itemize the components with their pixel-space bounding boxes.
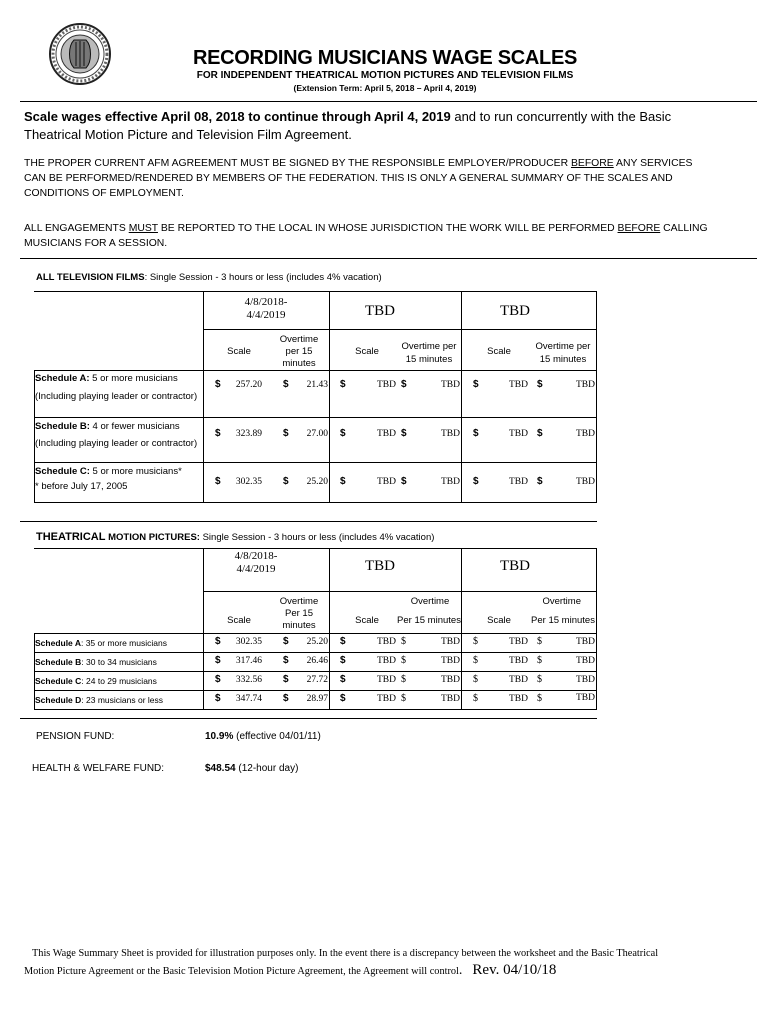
disclaimer-period: . xyxy=(458,963,463,978)
schedule-label xyxy=(35,421,180,432)
table-line xyxy=(34,462,597,463)
table-line xyxy=(203,591,597,592)
rate-value: TBD xyxy=(576,693,595,703)
rate-value: 302.35 xyxy=(235,477,262,487)
rate-value: 347.74 xyxy=(235,694,262,704)
table-line xyxy=(34,690,597,691)
notice-underlined: BEFORE xyxy=(617,223,661,234)
dollar-sign: $ xyxy=(473,476,479,487)
pension-value-bold: 10.9% xyxy=(205,731,234,742)
col-header-overtime: Overtime per 15 minutes xyxy=(279,334,319,369)
schedule-label xyxy=(35,373,178,384)
table-line xyxy=(203,329,597,330)
dollar-sign: $ xyxy=(537,636,542,647)
dollar-sign: $ xyxy=(215,379,221,390)
rate-value: TBD xyxy=(377,694,396,704)
page-subtitle: FOR INDEPENDENT THEATRICAL MOTION PICTURES AND TELEVISION FILMS xyxy=(196,70,574,81)
dollar-sign: $ xyxy=(340,379,346,390)
page-title: RECORDING MUSICIANS WAGE SCALES xyxy=(192,47,578,69)
rate-value: 302.35 xyxy=(235,637,262,647)
col-header-overtime: Per 15 minutes xyxy=(397,615,461,626)
col-header-scale: Scale xyxy=(355,615,379,626)
rate-value: 28.97 xyxy=(306,694,328,704)
dollar-sign: $ xyxy=(473,428,479,439)
rate-value: 323.89 xyxy=(235,429,262,439)
pension-value xyxy=(205,731,321,742)
health-welfare-label: HEALTH & WELFARE FUND: xyxy=(32,763,165,774)
rate-value: TBD xyxy=(441,477,460,487)
rate-value: 25.20 xyxy=(306,477,328,487)
col-header-overtime: Per 15 minutes xyxy=(531,615,595,626)
rate-value: TBD xyxy=(377,637,396,647)
dollar-sign: $ xyxy=(537,693,542,704)
schedule-label-rest: 4 or fewer musicians xyxy=(89,421,180,432)
rate-value: TBD xyxy=(576,637,595,647)
rate-value: 26.46 xyxy=(306,656,328,666)
revision-date: Rev. 04/10/18 xyxy=(472,962,557,978)
period-header: TBD xyxy=(500,558,530,574)
rate-value: TBD xyxy=(377,675,396,685)
rate-value: TBD xyxy=(576,477,595,487)
rate-value: TBD xyxy=(441,656,460,666)
rate-value: 27.72 xyxy=(306,675,328,685)
dollar-sign: $ xyxy=(215,655,221,666)
afm-seal-icon xyxy=(48,22,112,86)
period-header: TBD xyxy=(365,303,395,319)
dollar-sign: $ xyxy=(537,655,542,666)
notice-text: BE REPORTED TO THE LOCAL IN WHOSE JURISDICTION THE WORK WILL BE PERFORMED xyxy=(157,223,618,234)
dollar-sign: $ xyxy=(537,379,543,390)
health-welfare-value xyxy=(205,763,298,774)
rate-value: TBD xyxy=(377,656,396,666)
table-line xyxy=(34,548,597,549)
dollar-sign: $ xyxy=(401,379,407,390)
theatrical-heading-bold: THEATRICAL xyxy=(36,531,106,543)
rate-value: TBD xyxy=(377,477,396,487)
col-header-overtime: Overtime xyxy=(542,596,581,607)
rate-value: TBD xyxy=(441,380,460,390)
dollar-sign: $ xyxy=(537,674,542,685)
rate-value: TBD xyxy=(576,656,595,666)
table-line xyxy=(34,709,597,710)
dollar-sign: $ xyxy=(401,655,406,666)
dollar-sign: $ xyxy=(215,428,221,439)
theatrical-heading xyxy=(36,531,434,543)
table-line xyxy=(34,633,597,634)
col-header-overtime: Overtime per 15 minutes xyxy=(535,341,591,365)
effective-statement-bold: Scale wages effective April 08, 2018 to continue through April 4, 2019 xyxy=(24,109,451,124)
disclaimer-line-2 xyxy=(24,962,556,979)
rate-value: TBD xyxy=(509,380,528,390)
tv-heading-rest: : Single Session - 3 hours or less (includes 4% vacation) xyxy=(144,272,382,283)
divider xyxy=(20,521,597,522)
dollar-sign: $ xyxy=(215,476,221,487)
schedule-label-bold: Schedule A xyxy=(35,638,81,648)
dollar-sign: $ xyxy=(283,655,289,666)
dollar-sign: $ xyxy=(283,693,289,704)
divider xyxy=(20,718,597,719)
col-header-scale: Scale xyxy=(487,615,511,626)
table-line xyxy=(34,417,597,418)
pension-label: PENSION FUND: xyxy=(36,731,115,742)
schedule-note: * before July 17, 2005 xyxy=(35,481,128,492)
table-line xyxy=(34,671,597,672)
col-header-scale: Scale xyxy=(227,346,251,357)
notice-underlined: BEFORE xyxy=(570,158,614,169)
rate-value: TBD xyxy=(441,429,460,439)
rate-value: TBD xyxy=(576,675,595,685)
table-line xyxy=(34,291,597,292)
engagement-notice xyxy=(24,221,714,251)
rate-value: 25.20 xyxy=(306,637,328,647)
extension-term: (Extension Term: April 5, 2018 – April 4, 2019) xyxy=(293,83,477,93)
schedule-label-bold: Schedule D xyxy=(35,695,82,705)
dollar-sign: $ xyxy=(340,674,346,685)
rate-value: 27.00 xyxy=(306,429,328,439)
dollar-sign: $ xyxy=(340,636,346,647)
rate-value: TBD xyxy=(509,675,528,685)
dollar-sign: $ xyxy=(283,428,289,439)
table-line xyxy=(203,291,204,502)
col-header-overtime: Overtime xyxy=(410,596,450,607)
schedule-label-rest: : 24 to 29 musicians xyxy=(81,676,157,686)
period-header: TBD xyxy=(500,303,530,319)
schedule-note: (Including playing leader or contractor) xyxy=(35,391,198,402)
rate-value: 257.20 xyxy=(235,380,262,390)
rate-value: TBD xyxy=(441,675,460,685)
dollar-sign: $ xyxy=(401,693,406,704)
pension-value-rest: (effective 04/01/11) xyxy=(233,731,321,742)
dollar-sign: $ xyxy=(401,636,406,647)
notice-text: CALLING MUSICIANS FOR A SESSION. xyxy=(24,223,708,249)
schedule-label-rest: : 30 to 34 musicians xyxy=(81,657,157,667)
dollar-sign: $ xyxy=(283,636,289,647)
rate-value: 332.56 xyxy=(235,675,262,685)
rate-value: 21.43 xyxy=(306,380,328,390)
theatrical-heading-bold: MOTION PICTURES: xyxy=(105,532,200,543)
dollar-sign: $ xyxy=(283,476,289,487)
schedule-label-rest: : 35 or more musicians xyxy=(80,638,167,648)
dollar-sign: $ xyxy=(473,655,478,666)
schedule-label xyxy=(35,638,167,648)
schedule-label xyxy=(35,676,157,686)
rate-value: TBD xyxy=(509,637,528,647)
period-header: TBD xyxy=(365,558,395,574)
schedule-label-bold: Schedule C xyxy=(35,676,82,686)
dollar-sign: $ xyxy=(340,693,346,704)
col-header-scale: Scale xyxy=(355,346,379,357)
dollar-sign: $ xyxy=(340,428,346,439)
dollar-sign: $ xyxy=(473,636,478,647)
dollar-sign: $ xyxy=(215,636,221,647)
period-header: 4/8/2018- 4/4/2019 xyxy=(244,296,288,321)
col-header-scale: Scale xyxy=(227,615,251,626)
schedule-label-rest: 5 or more musicians xyxy=(89,373,178,384)
col-header-overtime: Overtime per 15 minutes xyxy=(401,341,457,365)
tv-heading xyxy=(36,272,382,283)
schedule-label-bold: Schedule C: xyxy=(35,466,90,477)
col-header-scale: Scale xyxy=(487,346,511,357)
period-header: 4/8/2018- 4/4/2019 xyxy=(234,550,278,575)
agreement-notice xyxy=(24,156,714,201)
rate-value: TBD xyxy=(576,429,595,439)
dollar-sign: $ xyxy=(215,674,221,685)
dollar-sign: $ xyxy=(340,655,346,666)
dollar-sign: $ xyxy=(537,476,543,487)
dollar-sign: $ xyxy=(283,379,289,390)
dollar-sign: $ xyxy=(401,428,407,439)
schedule-label-rest: : 23 musicians or less xyxy=(81,695,164,705)
rate-value: TBD xyxy=(377,429,396,439)
rate-value: TBD xyxy=(509,656,528,666)
rate-value: TBD xyxy=(509,694,528,704)
rate-value: 317.46 xyxy=(235,656,262,666)
dollar-sign: $ xyxy=(401,674,406,685)
schedule-label xyxy=(35,466,182,477)
tv-heading-bold: ALL TELEVISION FILMS xyxy=(36,272,145,283)
schedule-label-bold: Schedule A: xyxy=(35,373,90,384)
rate-value: TBD xyxy=(509,477,528,487)
rate-value: TBD xyxy=(377,380,396,390)
dollar-sign: $ xyxy=(340,476,346,487)
effective-statement-rest: and to run concurrently with the Basic Theatrical Motion Picture and Television Film Agreement. xyxy=(24,109,672,142)
notice-underlined: MUST xyxy=(128,223,158,234)
table-line xyxy=(34,502,597,503)
divider xyxy=(20,258,757,259)
table-line xyxy=(596,291,597,502)
col-header-overtime: Overtime Per 15 minutes xyxy=(279,596,319,631)
notice-text: THE PROPER CURRENT AFM AGREEMENT MUST BE SIGNED BY THE RESPONSIBLE EMPLOYER/PRODUCER xyxy=(24,158,571,169)
dollar-sign: $ xyxy=(401,476,407,487)
rate-value: TBD xyxy=(441,637,460,647)
table-line xyxy=(34,652,597,653)
dollar-sign: $ xyxy=(283,674,289,685)
schedule-note: (Including playing leader or contractor) xyxy=(35,438,198,449)
schedule-label xyxy=(35,695,163,705)
rate-value: TBD xyxy=(441,694,460,704)
health-welfare-value-rest: (12-hour day) xyxy=(235,763,299,774)
rate-value: TBD xyxy=(509,429,528,439)
rate-value: TBD xyxy=(576,380,595,390)
dollar-sign: $ xyxy=(215,693,221,704)
dollar-sign: $ xyxy=(537,428,543,439)
schedule-label-rest: 5 or more musicians* xyxy=(89,466,182,477)
schedule-label-bold: Schedule B: xyxy=(35,421,90,432)
effective-statement xyxy=(24,108,724,144)
disclaimer-text: Motion Picture Agreement or the Basic Television Motion Picture Agreement, the Agreement will control xyxy=(24,966,459,977)
table-line xyxy=(34,370,597,371)
dollar-sign: $ xyxy=(473,379,479,390)
divider xyxy=(20,101,757,102)
table-line xyxy=(461,291,462,502)
disclaimer-line-1: This Wage Summary Sheet is provided for illustration purposes only. In the event there is a discrepancy between the worksheet and the Basic Theatrical xyxy=(32,948,659,959)
notice-text: ANY SERVICES CAN BE PERFORMED/RENDERED BY MEMBERS OF THE FEDERATION. THIS IS ONLY A GENERAL SUMMARY OF THE SCALES AND CONDITIONS OF EMPLOYMENT. xyxy=(24,158,693,199)
health-welfare-value-bold: $48.54 xyxy=(205,763,236,774)
schedule-label xyxy=(35,657,157,667)
table-line xyxy=(596,548,597,709)
dollar-sign: $ xyxy=(473,693,478,704)
schedule-label-bold: Schedule B xyxy=(35,657,82,667)
table-line xyxy=(329,291,330,502)
notice-text: ALL ENGAGEMENTS xyxy=(24,223,129,234)
dollar-sign: $ xyxy=(473,674,478,685)
theatrical-heading-rest: Single Session - 3 hours or less (includes 4% vacation) xyxy=(199,532,435,543)
